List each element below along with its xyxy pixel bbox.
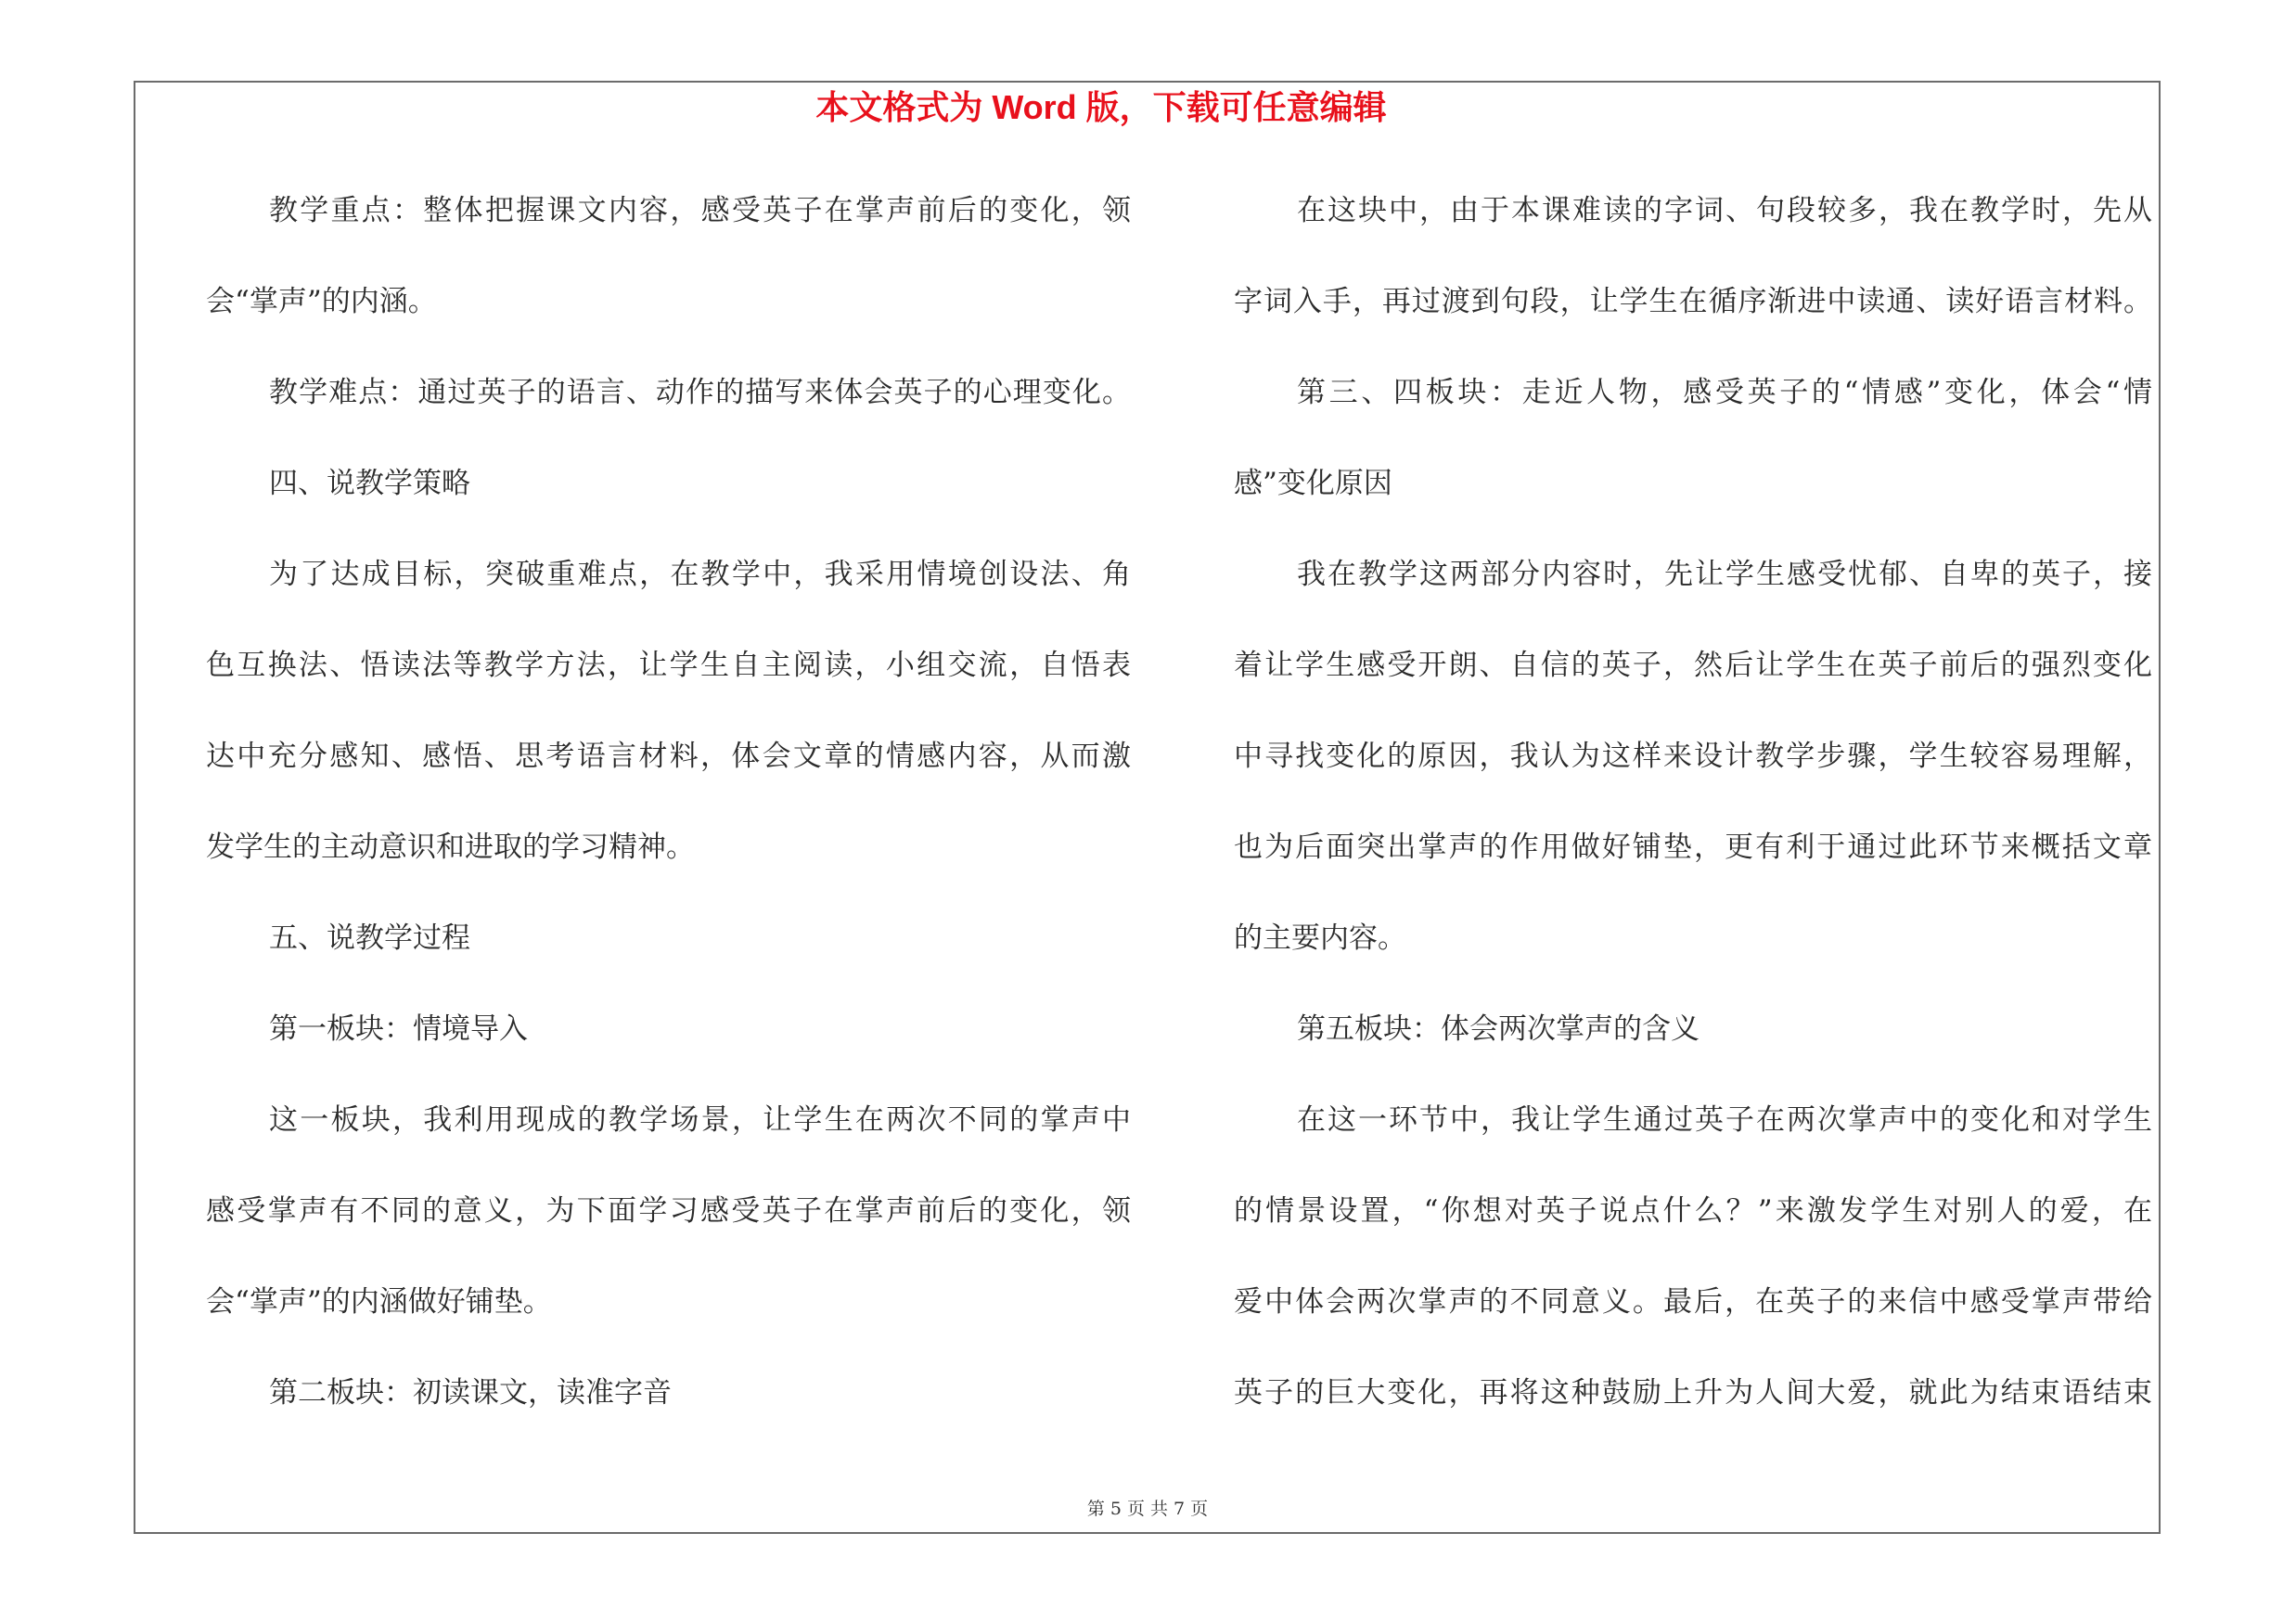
text-line: 感受掌声有不同的意义，为下面学习感受英子在掌声前后的变化，领 [206,1194,1131,1228]
subsection-heading [1234,984,2152,1075]
subsection-heading [1234,347,2152,529]
text-line: 感”变化原因 [1234,467,1392,500]
text-line: 教学难点：通过英子的语言、动作的描写来体会英子的心理变化。 [269,376,1131,409]
right-column [1234,165,2152,1438]
text-line: 英子的巨大变化，再将这种鼓励上升为人间大爱，就此为结束语结束 [1234,1376,2152,1410]
text-line: 教学重点：整体把握课文内容，感受英子在掌声前后的变化，领 [269,194,1131,227]
text-line: 第三、四板块：走近人物，感受英子的“情感”变化，体会“情 [1297,376,2152,409]
text-line: 在这一环节中，我让学生通过英子在两次掌声中的变化和对学生 [1297,1103,2152,1137]
subsection-heading [206,984,1131,1075]
format-notice: 本文格式为 Word 版，下载可任意编辑 [815,88,1387,126]
text-line: 字词入手，再过渡到句段，让学生在循序渐进中读通、读好语言材料。 [1234,285,2152,318]
text-line: 中寻找变化的原因，我认为这样来设计教学步骤，学生较容易理解， [1234,740,2152,773]
section-heading [206,893,1131,984]
text-line: 发学生的主动意识和进取的学习精神。 [206,831,695,864]
text-line: 的主要内容。 [1234,921,1406,955]
text-line: 着让学生感受开朗、自信的英子，然后让学生在英子前后的强烈变化 [1234,649,2152,682]
text-line: 四、说教学策略 [269,467,470,500]
paragraph [1234,1075,2152,1438]
text-line: 第五板块：体会两次掌声的含义 [1297,1012,1700,1046]
text-line: 达中充分感知、感悟、思考语言材料，体会文章的情感内容，从而激 [206,740,1131,773]
paragraph [206,165,1131,347]
text-line: 也为后面突出掌声的作用做好铺垫，更有利于通过此环节来概括文章 [1234,831,2152,864]
text-line: 在这块中，由于本课难读的字词、句段较多，我在教学时，先从 [1297,194,2152,227]
page-number: 第 5 页 共 7 页 [1086,1499,1209,1519]
text-line: 为了达成目标，突破重难点，在教学中，我采用情境创设法、角 [269,558,1131,591]
text-line: 会“掌声”的内涵。 [206,285,437,318]
text-line: 这一板块，我利用现成的教学场景，让学生在两次不同的掌声中 [269,1103,1131,1137]
text-line: 爱中体会两次掌声的不同意义。最后，在英子的来信中感受掌声带给 [1234,1285,2152,1319]
paragraph [206,1075,1131,1347]
text-line: 色互换法、悟读法等教学方法，让学生自主阅读，小组交流，自悟表 [206,649,1131,682]
paragraph [206,347,1131,438]
text-line: 第二板块：初读课文，读准字音 [269,1376,672,1410]
text-line: 五、说教学过程 [269,921,470,955]
text-line: 的情景设置，“你想对英子说点什么？”来激发学生对别人的爱，在 [1234,1194,2152,1228]
paragraph [1234,529,2152,984]
text-line: 我在教学这两部分内容时，先让学生感受忧郁、自卑的英子，接 [1297,558,2152,591]
subsection-heading [206,1347,1131,1438]
text-line: 第一板块：情境导入 [269,1012,528,1046]
paragraph [206,529,1131,893]
section-heading [206,438,1131,529]
left-column [206,165,1131,1438]
text-line: 会“掌声”的内涵做好铺垫。 [206,1285,552,1319]
paragraph [1234,165,2152,347]
